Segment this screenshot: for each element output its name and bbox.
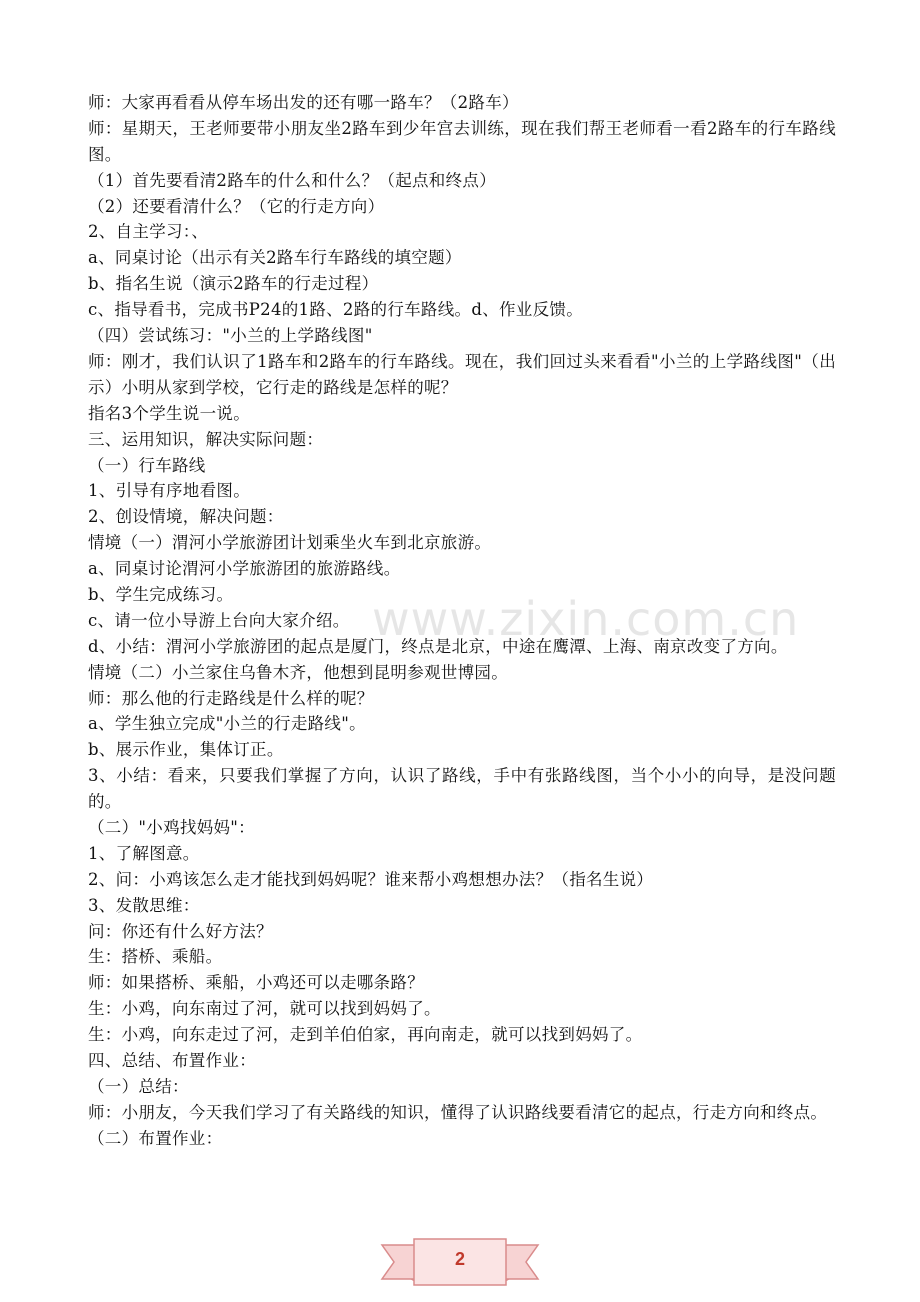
text-line: b、展示作业，集体订正。 (88, 740, 284, 760)
text-line: a、同桌讨论渭河小学旅游团的旅游路线。 (88, 559, 401, 579)
text-line: 师：那么他的行走路线是什么样的呢？ (88, 688, 374, 708)
text-line: a、同桌讨论（出示有关2路车行车路线的填空题） (88, 248, 462, 268)
text-line: 生：小鸡，向东南过了河，就可以找到妈妈了。 (88, 999, 441, 1019)
text-line: 三、运用知识，解决实际问题： (88, 429, 324, 449)
text-line: 3、发散思维： (88, 895, 200, 915)
text-line: 四、总结、布置作业： (88, 1051, 256, 1071)
text-line: 问：你还有什么好方法？ (88, 921, 273, 941)
text-line: （一）行车路线 (88, 455, 206, 475)
text-line: （二）"小鸡找妈妈"： (88, 818, 255, 838)
text-line: （2）还要看清什么？（它的行走方向） (88, 196, 385, 216)
text-line: c、请一位小导游上台向大家介绍。 (88, 610, 350, 630)
text-line: 师：大家再看看从停车场出发的还有哪一路车？（2路车） (88, 93, 519, 112)
text-line: 师：星期天，王老师要带小朋友坐2路车到少年宫去训练，现在我们帮王老师看一看2路车的行车路线图。 (88, 118, 836, 164)
page-number: 2 (454, 1249, 465, 1269)
text-line: 师：小朋友，今天我们学习了有关路线的知识，懂得了认识路线要看清它的起点，行走方向和终点。 (88, 1102, 828, 1122)
text-line: b、学生完成练习。 (88, 584, 234, 604)
text-line: 师：如果搭桥、乘船，小鸡还可以走哪条路？ (88, 973, 424, 993)
text-line: a、学生独立完成"小兰的行走路线"。 (88, 714, 366, 734)
text-line: 1、了解图意。 (88, 843, 200, 863)
text-line: 生：搭桥、乘船。 (88, 947, 223, 967)
text-line: b、指名生说（演示2路车的行走过程） (88, 274, 379, 294)
text-line: （1）首先要看清2路车的什么和什么？（起点和终点） (88, 170, 496, 190)
text-line: 师：刚才，我们认识了1路车和2路车的行车路线。现在，我们回过头来看看"小兰的上学路线图"（出示）小明从家到学校，它行走的路线是怎样的呢？ (88, 351, 836, 397)
text-line: c、指导看书，完成书P24的1路、2路的行车路线。d、作业反馈。 (88, 300, 583, 320)
text-line: 1、引导有序地看图。 (88, 481, 250, 501)
text-line: 指名3个学生说一说。 (88, 403, 250, 423)
watermark: www.zixin.com.cn (372, 592, 800, 646)
text-line: 2、自主学习：、 (88, 222, 209, 242)
text-line: （四）尝试练习："小兰的上学路线图" (88, 326, 373, 346)
text-line: 情境（二）小兰家住乌鲁木齐，他想到昆明参观世博园。 (88, 662, 508, 682)
text-line: 3、小结：看来，只要我们掌握了方向，认识了路线，手中有张路线图，当个小小的向导，是没问题的。 (88, 766, 836, 812)
text-line: （二）布置作业： (88, 1128, 223, 1148)
text-line: 2、创设情境，解决问题： (88, 507, 284, 527)
text-line: 生：小鸡，向东走过了河，走到羊伯伯家，再向南走，就可以找到妈妈了。 (88, 1025, 643, 1045)
text-line: d、小结：渭河小学旅游团的起点是厦门，终点是北京，中途在鹰潭、上海、南京改变了方向。 (88, 636, 788, 656)
text-line: （一）总结： (88, 1076, 189, 1096)
text-line: 情境（一）渭河小学旅游团计划乘坐火车到北京旅游。 (88, 533, 492, 553)
document-body (88, 90, 836, 1152)
text-line: 2、问：小鸡该怎么走才能找到妈妈呢？谁来帮小鸡想想办法？（指名生说） (88, 869, 654, 889)
